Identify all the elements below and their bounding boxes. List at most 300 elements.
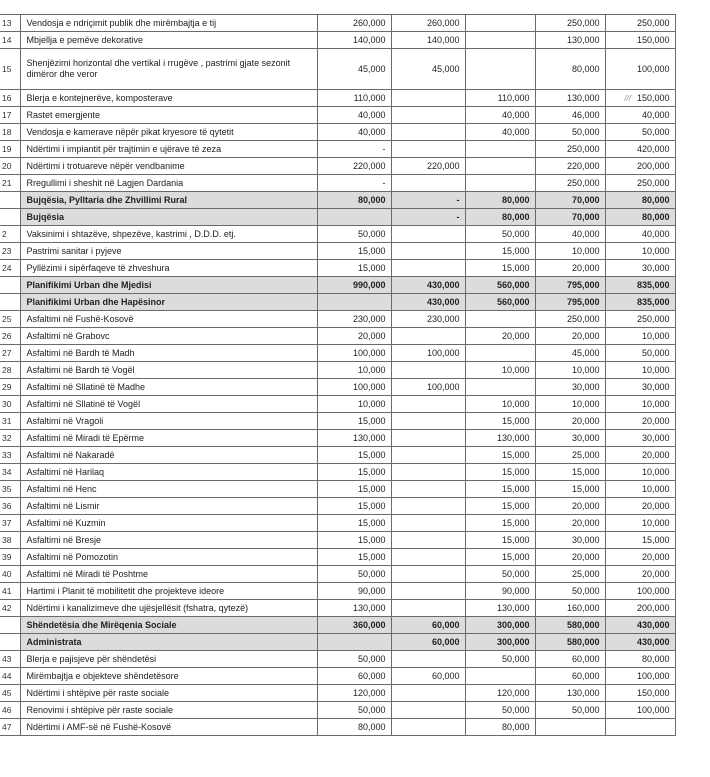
value-col-5: 100,000 [605,583,675,600]
row-description: Asfaltimi në Vragoli [20,413,317,430]
value-col-3 [465,32,535,49]
row-number [0,277,20,294]
value-col-5: 150,000 [605,685,675,702]
row-description: Rregullimi i sheshit në Lagjen Dardania [20,175,317,192]
value-col-3 [465,668,535,685]
value-col-2 [391,413,465,430]
value-col-2 [391,498,465,515]
value-total: 130,000 [317,600,391,617]
value-col-5: 100,000 [605,702,675,719]
value-col-3: 300,000 [465,617,535,634]
value-col-5: 80,000 [605,209,675,226]
value-col-4 [535,719,605,736]
row-number [0,617,20,634]
value-col-5: 200,000 [605,158,675,175]
table-row [0,668,675,685]
row-number [0,209,20,226]
value-col-5: 20,000 [605,447,675,464]
value-col-5: 40,000 [605,226,675,243]
value-col-2 [391,515,465,532]
value-col-4: 30,000 [535,430,605,447]
value-col-5 [605,719,675,736]
value-col-2 [391,328,465,345]
value-col-5: 430,000 [605,617,675,634]
value-col-2 [391,430,465,447]
row-description: Rastet emergjente [20,107,317,124]
value-total: 15,000 [317,515,391,532]
row-number: 39 [0,549,20,566]
value-col-2 [391,362,465,379]
value-col-4: 580,000 [535,617,605,634]
row-description: Planifikimi Urban dhe Hapësinor [20,294,317,311]
value-col-2: 430,000 [391,294,465,311]
table-row [0,396,675,413]
value-col-5: 40,000 [605,107,675,124]
value-col-3: 80,000 [465,192,535,209]
value-total: 40,000 [317,107,391,124]
table-row [0,719,675,736]
value-col-4: 20,000 [535,498,605,515]
row-number: 21 [0,175,20,192]
value-total: 15,000 [317,464,391,481]
value-total: 360,000 [317,617,391,634]
value-total: 110,000 [317,90,391,107]
value-col-2 [391,243,465,260]
value-col-5: 10,000 [605,243,675,260]
row-description: Blerja e kontejnerëve, komposterave [20,90,317,107]
value-total: 50,000 [317,566,391,583]
row-number: 26 [0,328,20,345]
table-row [0,158,675,175]
row-description: Asfaltimi në Sllatinë të Vogël [20,396,317,413]
value-col-2 [391,532,465,549]
value-total: 90,000 [317,583,391,600]
value-total: 15,000 [317,532,391,549]
value-col-3: 20,000 [465,328,535,345]
value-col-2 [391,549,465,566]
section-row [0,192,675,209]
budget-table [0,14,676,736]
value-col-2 [391,685,465,702]
row-number: 44 [0,668,20,685]
value-col-2 [391,141,465,158]
row-number: 37 [0,515,20,532]
value-col-5: 420,000 [605,141,675,158]
value-col-3: 300,000 [465,634,535,651]
value-col-5: 30,000 [605,379,675,396]
row-number: 25 [0,311,20,328]
value-col-5: 250,000 [605,311,675,328]
row-description: Shëndetësia dhe Mirëqenia Sociale [20,617,317,634]
row-description: Mbjellja e pemëve dekorative [20,32,317,49]
value-col-5: 835,000 [605,277,675,294]
value-col-2: 100,000 [391,345,465,362]
value-total: 15,000 [317,481,391,498]
value-col-5: 835,000 [605,294,675,311]
handwritten-mark: /// [624,93,631,103]
value-total: - [317,175,391,192]
row-number: 38 [0,532,20,549]
value-col-2: - [391,209,465,226]
value-col-4: 20,000 [535,515,605,532]
value-col-2: 100,000 [391,379,465,396]
table-row [0,49,675,90]
value-col-5: 80,000 [605,651,675,668]
value-col-4: 70,000 [535,192,605,209]
row-description: Asfaltimi në Bardh të Madh [20,345,317,362]
value-total: 130,000 [317,430,391,447]
value-col-4: 20,000 [535,413,605,430]
table-row [0,413,675,430]
row-number: 43 [0,651,20,668]
value-col-5: 250,000 [605,15,675,32]
value-col-4: 30,000 [535,379,605,396]
row-number: 47 [0,719,20,736]
value-col-3: 130,000 [465,600,535,617]
value-total: 120,000 [317,685,391,702]
row-number: 16 [0,90,20,107]
section-row [0,294,675,311]
table-row [0,600,675,617]
value-col-3: 50,000 [465,651,535,668]
value-col-4: 250,000 [535,175,605,192]
value-col-5: 20,000 [605,413,675,430]
value-total: 15,000 [317,447,391,464]
row-number: 42 [0,600,20,617]
value-total: 230,000 [317,311,391,328]
value-col-2 [391,396,465,413]
table-row [0,32,675,49]
value-col-5: 100,000 [605,668,675,685]
budget-table-body [0,15,675,736]
value-col-5: 150,000 [605,32,675,49]
value-col-3: 90,000 [465,583,535,600]
value-col-3 [465,158,535,175]
table-row [0,430,675,447]
value-col-3: 50,000 [465,566,535,583]
row-description: Ndërtimi i AMF-së në Fushë-Kosovë [20,719,317,736]
value-col-4: 20,000 [535,260,605,277]
value-total: 15,000 [317,498,391,515]
value-col-4: 250,000 [535,311,605,328]
value-col-5: 250,000 [605,175,675,192]
value-col-2: 140,000 [391,32,465,49]
value-col-3 [465,379,535,396]
table-row [0,90,675,107]
value-col-5: 20,000 [605,549,675,566]
value-col-4: 30,000 [535,532,605,549]
value-col-2: 260,000 [391,15,465,32]
table-row [0,566,675,583]
row-number: 19 [0,141,20,158]
value-col-2 [391,481,465,498]
value-col-4: 10,000 [535,243,605,260]
value-col-2 [391,90,465,107]
row-number: 46 [0,702,20,719]
row-number: 36 [0,498,20,515]
value-col-2 [391,566,465,583]
table-row [0,260,675,277]
value-col-3: 15,000 [465,515,535,532]
value-col-3: 50,000 [465,702,535,719]
value-total: 140,000 [317,32,391,49]
value-col-4: 20,000 [535,549,605,566]
value-col-4: 795,000 [535,294,605,311]
value-col-5: 10,000 [605,481,675,498]
value-total: 990,000 [317,277,391,294]
value-col-3: 120,000 [465,685,535,702]
value-col-5: 50,000 [605,124,675,141]
row-description: Ndërtimi i shtëpive për raste sociale [20,685,317,702]
value-col-3: 15,000 [465,243,535,260]
value-col-2 [391,447,465,464]
row-number: 13 [0,15,20,32]
row-number: 24 [0,260,20,277]
value-col-4: 50,000 [535,702,605,719]
value-col-2 [391,719,465,736]
value-total: 100,000 [317,379,391,396]
value-col-3: 15,000 [465,447,535,464]
value-col-3: 130,000 [465,430,535,447]
value-col-2 [391,583,465,600]
row-number: 41 [0,583,20,600]
value-col-3: 15,000 [465,498,535,515]
table-row [0,175,675,192]
row-description: Ndërtimi i trotuareve nëpër vendbanime [20,158,317,175]
value-col-5: 20,000 [605,566,675,583]
value-col-3: 80,000 [465,719,535,736]
value-col-2: 60,000 [391,617,465,634]
table-row [0,15,675,32]
value-total: 220,000 [317,158,391,175]
value-col-4: 15,000 [535,464,605,481]
value-col-5: 30,000 [605,430,675,447]
value-col-2: 45,000 [391,49,465,90]
value-col-4: 15,000 [535,481,605,498]
row-number: 20 [0,158,20,175]
row-number: 2 [0,226,20,243]
row-number [0,192,20,209]
value-total: 15,000 [317,413,391,430]
row-description: Asfaltimi në Nakaradë [20,447,317,464]
row-description: Vendosja e ndriçimit publik dhe mirëmbajtja e tij [20,15,317,32]
value-total: 100,000 [317,345,391,362]
table-row [0,685,675,702]
value-col-4: 40,000 [535,226,605,243]
value-col-4: 130,000 [535,90,605,107]
value-col-4: 25,000 [535,566,605,583]
value-col-3 [465,141,535,158]
value-col-3: 560,000 [465,294,535,311]
row-number: 28 [0,362,20,379]
value-total: 40,000 [317,124,391,141]
value-total: 10,000 [317,362,391,379]
row-description: Asfaltimi në Miradi të Poshtme [20,566,317,583]
value-col-2 [391,464,465,481]
value-col-4: 250,000 [535,141,605,158]
value-col-3 [465,311,535,328]
row-description: Asfaltimi në Henc [20,481,317,498]
table-row [0,447,675,464]
value-col-4: 795,000 [535,277,605,294]
value-total: - [317,141,391,158]
section-row [0,209,675,226]
value-total: 10,000 [317,396,391,413]
value-col-2: 230,000 [391,311,465,328]
table-row [0,345,675,362]
value-col-3 [465,49,535,90]
value-col-2: - [391,192,465,209]
value-col-3: 110,000 [465,90,535,107]
row-description: Renovimi i shtëpive për raste sociale [20,702,317,719]
section-row [0,277,675,294]
value-col-3: 50,000 [465,226,535,243]
value-col-4: 60,000 [535,651,605,668]
row-number: 40 [0,566,20,583]
value-col-2 [391,651,465,668]
row-description: Asfaltimi në Kuzmin [20,515,317,532]
row-description: Asfaltimi në Bardh të Vogël [20,362,317,379]
value-col-5: 10,000 [605,515,675,532]
value-col-3: 40,000 [465,124,535,141]
row-number: 31 [0,413,20,430]
value-col-4: 45,000 [535,345,605,362]
value-col-3: 15,000 [465,464,535,481]
value-col-3: 80,000 [465,209,535,226]
value-col-4: 60,000 [535,668,605,685]
row-description: Pyllëzimi i sipërfaqeve të zhveshura [20,260,317,277]
table-row [0,651,675,668]
row-number: 17 [0,107,20,124]
cell-value: 150,000 [636,92,670,103]
value-col-3: 10,000 [465,396,535,413]
row-description: Ndërtimi i kanalizimeve dhe ujësjellësit (fshatra, qytezë) [20,600,317,617]
row-description: Hartimi i Planit të mobilitetit dhe projekteve ideore [20,583,317,600]
value-col-4: 130,000 [535,685,605,702]
row-number: 15 [0,49,20,90]
value-col-2: 60,000 [391,668,465,685]
value-col-3: 10,000 [465,362,535,379]
value-total: 15,000 [317,243,391,260]
value-col-4: 10,000 [535,362,605,379]
row-description: Blerja e pajisjeve për shëndetësi [20,651,317,668]
table-row [0,532,675,549]
row-description: Asfaltimi në Miradi të Epërme [20,430,317,447]
table-row [0,328,675,345]
table-row [0,549,675,566]
row-number: 45 [0,685,20,702]
value-col-5: 50,000 [605,345,675,362]
value-col-4: 50,000 [535,583,605,600]
value-col-4: 25,000 [535,447,605,464]
value-total [317,294,391,311]
table-row [0,226,675,243]
value-col-4: 220,000 [535,158,605,175]
row-number: 35 [0,481,20,498]
table-row [0,362,675,379]
value-col-4: 50,000 [535,124,605,141]
value-total: 15,000 [317,260,391,277]
row-number: 18 [0,124,20,141]
row-description: Vendosja e kamerave nëpër pikat kryesore të qytetit [20,124,317,141]
row-number: 30 [0,396,20,413]
value-col-3 [465,175,535,192]
table-row [0,124,675,141]
value-col-4: 250,000 [535,15,605,32]
row-description: Vaksinimi i shtazëve, shpezëve, kastrimi , D.D.D. etj. [20,226,317,243]
row-number: 29 [0,379,20,396]
value-total: 50,000 [317,226,391,243]
value-total: 80,000 [317,719,391,736]
table-row [0,107,675,124]
value-total: 20,000 [317,328,391,345]
value-col-2 [391,260,465,277]
row-number: 33 [0,447,20,464]
row-description: Asfaltimi në Lismir [20,498,317,515]
table-row [0,583,675,600]
row-number: 34 [0,464,20,481]
value-total: 60,000 [317,668,391,685]
value-col-3: 15,000 [465,413,535,430]
value-col-5: 15,000 [605,532,675,549]
table-row [0,243,675,260]
value-col-5: 20,000 [605,498,675,515]
row-description: Bujqësia, Pylltaria dhe Zhvillimi Rural [20,192,317,209]
value-col-2: 60,000 [391,634,465,651]
row-description: Planifikimi Urban dhe Mjedisi [20,277,317,294]
value-col-4: 80,000 [535,49,605,90]
value-total: 50,000 [317,651,391,668]
row-description: Asfaltimi në Harilaq [20,464,317,481]
value-col-3: 40,000 [465,107,535,124]
value-col-4: 20,000 [535,328,605,345]
value-col-5: 430,000 [605,634,675,651]
row-description: Asfaltimi në Pomozotin [20,549,317,566]
table-row [0,498,675,515]
row-description: Asfaltimi në Sllatinë të Madhe [20,379,317,396]
value-total [317,634,391,651]
row-description: Asfaltimi në Grabovc [20,328,317,345]
row-number [0,634,20,651]
value-col-4: 70,000 [535,209,605,226]
row-description: Shenjëzimi horizontal dhe vertikal i rrugëve , pastrimi gjate sezonit dimëror dhe veror [20,49,317,90]
value-total: 260,000 [317,15,391,32]
table-row [0,464,675,481]
row-description: Asfaltimi në Bresje [20,532,317,549]
value-total: 50,000 [317,702,391,719]
value-col-5: 200,000 [605,600,675,617]
value-col-3: 15,000 [465,532,535,549]
value-total: 45,000 [317,49,391,90]
value-col-3: 15,000 [465,481,535,498]
value-col-5: 100,000 [605,49,675,90]
value-col-2: 220,000 [391,158,465,175]
value-col-5 [605,90,675,107]
value-col-3 [465,345,535,362]
table-row [0,379,675,396]
table-row [0,481,675,498]
value-col-2 [391,107,465,124]
value-total [317,209,391,226]
value-col-5: 30,000 [605,260,675,277]
value-col-5: 80,000 [605,192,675,209]
row-number: 32 [0,430,20,447]
row-number: 27 [0,345,20,362]
value-col-5: 10,000 [605,362,675,379]
table-row [0,702,675,719]
value-total: 80,000 [317,192,391,209]
value-col-5: 10,000 [605,464,675,481]
